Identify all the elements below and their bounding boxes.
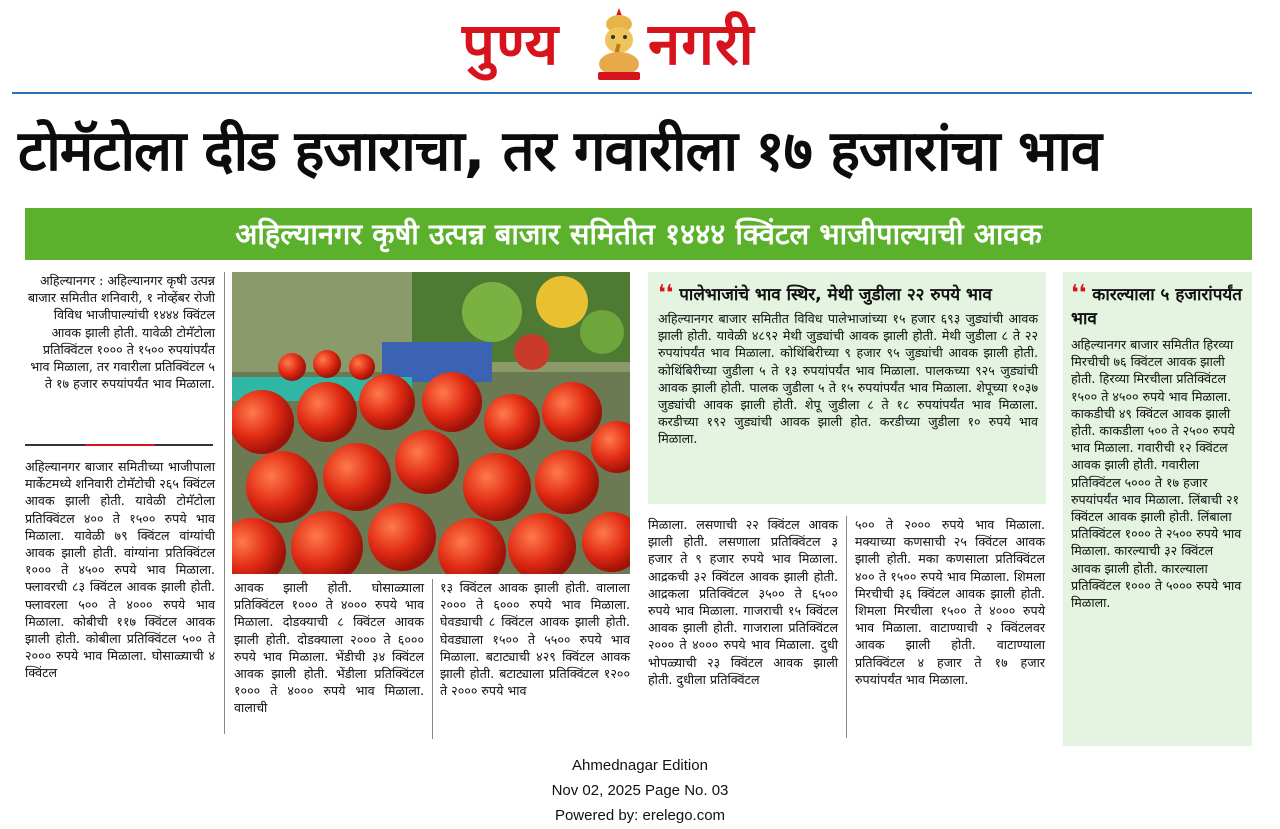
body-column-4 <box>648 516 838 688</box>
box-heading <box>658 282 992 307</box>
lead-text: अहिल्यानगर : अहिल्यानगर कृषी उत्पन्न बाजार समितीत शनिवारी, १ नोव्हेंबर रोजी विविध भाजीपाल्यांची १४४४ क्विंटल आवक झाली होती. यावेळी टोमॅटोला प्रतिक्विंटल १००० ते १५०० रुपयांपर्यंत भाव मिळाला, तर गवारीला प्रतिक्विंटल ५ ते १७ हजार रुपयांपर्यंत भाव मिळाला. <box>27 273 215 392</box>
masthead-rule <box>12 92 1252 94</box>
box-heading-text: पालेभाजांचे भाव स्थिर, मेथी जुडीला २२ रुपये भाव <box>679 285 992 305</box>
logo-text-left: पुण्य <box>462 10 560 78</box>
subheadline-bar <box>25 208 1252 260</box>
box-text: अहिल्यानगर बाजार समितीत विविध पालेभाजांच्या १५ हजार ६९३ जुड्यांची आवक झाली होती. यावेळी ४८९२ मेथी जुड्यांची आवक झाली होती. मेथी जुडीला ८ ते २२ रुपयांपर्यंत भाव मिळाला. कोथिंबिरीच्या ९ हजार ९५ जुड्यांची आवक झाली होती. कोथिंबिरीच्या जुडीला ५ ते १३ रुपयांपर्यंत भाव मिळाला. पालकच्या ९२५ जुड्यांची आवक झाली होती. पालक जुडीला ५ ते १५ रुपयांपर्यंत भाव मिळाला. शेपूच्या १०३७ जुड्यांची आवक झाली होती. शेपू जुडीला ८ ते १८ रुपयांपर्यंत भाव मिळाला. करडीच्या १९२ जुड्यांची आवक झाली होत. करडीच्या जुडीला १० रुपये भाव मिळाला. <box>658 311 1038 447</box>
body-text-4: मिळाला. लसणाची २२ क्विंटल आवक झाली होती. लसणाला प्रतिक्विंटल ३ हजार ते ९ हजार रुपये भाव मिळाला. आद्रकची ३२ क्विंटल आवक झाली होती. आद्रकला प्रतिक्विंटल ३५०० ते ६५०० रुपये भाव मिळाला. गाजराची १५ क्विंटल आवक झाली होती. गाजराला प्रतिक्विंटल २००० ते ४००० रुपये भाव मिळाला. दुधी भोपळ्याची २३ क्विंटल आवक झाली होती. दुधीला प्रतिक्विंटल <box>648 517 838 687</box>
quote-icon: ❛❛ <box>1071 281 1087 306</box>
lead-separator <box>25 444 213 446</box>
edition-label: Ahmednagar Edition <box>572 757 708 774</box>
body-column-2 <box>234 579 424 717</box>
body-column-5 <box>855 516 1045 688</box>
body-text-2: आवक झाली होती. घोसाळ्याला प्रतिक्विंटल १००० ते ४००० रुपये भाव मिळाला. दोडक्याची ८ क्विंटल आवक झाली होती. दोडक्याला २००० ते ६००० रुपये भाव मिळाला. भेंडीची ३४ क्विंटल आवक झाली होती. भेंडीला प्रतिक्विंटल १००० ते ४००० रुपये भाव मिळाला. वालाची <box>234 580 424 716</box>
column-divider <box>224 272 225 734</box>
tomatoes-photo <box>232 272 630 574</box>
powered-by-link[interactable]: Powered by: erelego.com <box>554 807 726 824</box>
lead-paragraph <box>25 272 215 392</box>
logo-text-right: नगरी <box>648 10 755 78</box>
body-text-3: १३ क्विंटल आवक झाली होती. वालाला २००० ते ६००० रुपये भाव मिळाला. घेवड्याची ८ क्विंटल आवक झाली होती. घेवड्याला १५०० ते ५५०० रुपये भाव मिळाला. बटाट्याची ४२९ क्विंटल आवक झाली होती. बटाट्याला प्रतिक्विंटल १२०० ते २००० रुपये भाव <box>440 580 630 699</box>
sidebar-box-bitter-gourd <box>1063 272 1252 746</box>
ganesha-emblem-icon <box>592 6 646 82</box>
column-divider <box>432 579 433 739</box>
sidebar-box-leafy-vegetables <box>648 272 1046 504</box>
box-text: अहिल्यानगर बाजार समितीत हिरव्या मिरचीची ७६ क्विंटल आवक झाली होती. हिरव्या मिरचीला प्रतिक्विंटल १५०० ते ४५०० रुपये भाव मिळाला. काकडीची ४९ क्विंटल आवक झाली होती. काकडीला ५०० ते २५०० रुपये भाव मिळाला. गवारीची १२ क्विंटल आवक झाली होती. गवारीला प्रतिक्विंटल ५००० ते १७ हजार रुपयांपर्यंत भाव मिळाला. लिंबाची २१ क्विंटल आवक झाली होती. लिंबाला प्रतिक्विंटल १००० ते २५०० रुपये भाव मिळाला. कारल्याची ३२ क्विंटल आवक झाली होती. कारल्याला प्रतिक्विंटल १००० ते ५००० रुपये भाव मिळाला. <box>1071 337 1242 611</box>
masthead <box>0 0 1280 92</box>
column-divider <box>846 516 847 738</box>
body-text-1: अहिल्यानगर बाजार समितीच्या भाजीपाला मार्केटमध्ये शनिवारी टोमॅटोची २६५ क्विंटल आवक झाली होती. यावेळी टोमॅटोला प्रतिक्विंटल ४०० ते १५०० रुपये भाव मिळाला. यावेळी ७९ क्विंटल वांग्यांची आवक झाली होती. वांग्यांना प्रतिक्विंटल १००० ते ४५०० रुपये भाव मिळाला. फ्लावरची ८३ क्विंटल आवक झाली होती. फ्लावरला ५०० ते ४००० रुपये भाव मिळाला. कोबीची ११७ क्विंटल आवक झाली होती. कोबीला प्रतिक्विंटल ५०० ते २००० रुपये भाव मिळाला. घोसाळ्याची ४ क्विंटल <box>25 459 215 681</box>
body-column-1 <box>25 458 215 682</box>
subheadline: अहिल्यानगर कृषी उत्पन्न बाजार समितीत १४४४ क्विंटल भाजीपाल्याची आवक <box>235 217 1042 251</box>
body-column-3 <box>440 579 630 699</box>
date-page-label: Nov 02, 2025 Page No. 03 <box>551 782 729 799</box>
body-text-5: ५०० ते २००० रुपये भाव मिळाला. मक्याच्या कणसाची २५ क्विंटल आवक झाली होती. मका कणसाला प्रतिक्विंटल ४०० ते १५०० रुपये भाव मिळाला. शिमला मिरचीची ३६ क्विंटल आवक झाली होती. शिमला मिरचीला १५०० ते ४००० रुपये भाव मिळाला. वाटाण्याची २ क्विंटलवर आवक झाली होती. वाटाण्याला प्रतिक्विंटल ४ हजार ते १७ हजार रुपयांपर्यंत भाव मिळाला. <box>855 517 1045 687</box>
quote-icon: ❛❛ <box>658 281 674 306</box>
page-headline: टोमॅटोला दीड हजाराचा, तर गवारीला १७ हजारांचा भाव <box>18 119 1102 184</box>
box-heading <box>1071 282 1246 331</box>
box-heading-text: कारल्याला ५ हजारांपर्यंत भाव <box>1071 285 1242 329</box>
